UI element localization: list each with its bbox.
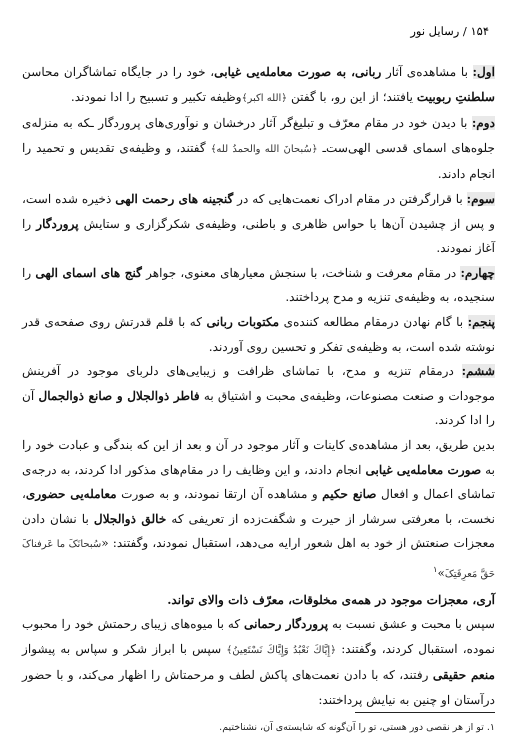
- para-label: اول:: [472, 65, 495, 79]
- paragraph-2: دوم: با دیدن خود در مقام معرّف و تبلیغ‌گر آثار درخشان و نوآوری‌های پروردگار ـکه به منزله‌ی جلوه‌های اسمای قدسی الهی‌ست‌ـ ﴿سُبحانَ الله والحمدُ لله﴾ گفتند، و وظیفه‌ی تقدیس و تحمید را انجام دادند.: [22, 116, 495, 182]
- para-label: چهارم:: [460, 265, 495, 280]
- arabic-quote: سُبحانَکَ ما عَرفناکَ حَقَّ مَعرِفَتِکَ: [22, 539, 495, 580]
- quran-quote: ﴿سُبحانَ الله والحمدُ لله﴾: [210, 143, 318, 155]
- paragraph-6: ششم: درمقام تنزیه و مدح، با تماشای ظرافت و زیبایی‌های دلربای موجود در آفرینش موجودات و صنعت مصنوعات، وظیفه‌ی محبت و اشتیاق به فاطر ذوالجلال و صانع ذوالجمال آن را ادا کردند.: [22, 364, 495, 428]
- body-text: [22, 60, 495, 712]
- footnote-rule: [355, 712, 495, 713]
- paragraph-5: پنجم: با گام نهادن درمقام مطالعه کننده‌ی مکتوبات ربانی که با قلم قدرتش روی صفحه‌ی قدر نوشته شده است، به وظیفه‌ی تفکر و تحسین روی آوردند.: [22, 314, 495, 354]
- paragraph-9: سپس با محبت و عشق نسبت به پروردگار رحمانی که با میوه‌های زیبای رحمتش خود را محبوب نموده، استقبال کردند، وگفتند: ﴿إِيَّاكَ نَعْبُدُ وَإِيَّاكَ نَسْتَعِينُ﴾ سپس با ابراز شکر و سپاس به پیشواز منعم حقیقی رفتند، که با دادن نعمت‌های پاکش لطف و مرحمتاش را اظهار می‌کند، و با حضور درآستان او چنین به نیایش پرداختند:: [22, 617, 496, 707]
- para-label: دوم:: [471, 116, 495, 131]
- paragraph-3: سوم: با قرارگرفتن در مقام ادراک نعمت‌هایی که در گنجینه های رحمت الهی ذخیره شده است، و پس از چشیدن آن‌ها با حواس ظاهری و باطنی، وظیفه‌ی شکرگزاری و ستایش پروردگار را آغاز نمودند.: [22, 191, 495, 256]
- para-label: سوم:: [466, 191, 495, 206]
- paragraph-1: اول: با مشاهده‌ی آثار ربانی، به صورت معامله‌یی غیابی، خود را در جایگاه تماشاگران محاسن سلطنتِ ربوبیت یافتند؛ از این رو، با گفتن ﴿الله اکبر﴾وظیفه تکبیر و تسبیح را ادا نمودند.: [22, 65, 495, 104]
- para-label: پنجم:: [467, 314, 495, 329]
- footnote: ۱. تو از هر نقصی دور هستی، تو را آن‌گونه که شایسته‌ی آن، نشناختیم.: [219, 722, 495, 733]
- paragraph-7: بدین طریق، بعد از مشاهده‌ی کاینات و آثار موجود در آن و بعد از این که بندگی و عبادت خود را به صورت معامله‌یی غیابی انجام دادند، و این وظایف را در مقام‌های مذکور ادا کردند، به درجه‌ی تماشای اعمال و افعال صانع حکیم و مشاهده آن ارتقا نمودند، و به صورت معامله‌یی حضوری، نخست، با معرفتی سرشار از حیرت و شگفت‌زده از تعریفی که خالق ذوالجلال با نشان دادن معجزات صنعتش از خود به اهل شعور ارایه می‌دهد، استقبال نمودند، وگفتند: «سُبحانَکَ ما عَرفناکَ حَقَّ مَعرِفَتِکَ»$^۱$: [22, 437, 496, 580]
- footnote-marker: ۱: [433, 564, 438, 574]
- quran-quote: ﴿إِيَّاكَ نَعْبُدُ وَإِيَّاكَ نَسْتَعِينُ﴾: [226, 644, 337, 656]
- para-label: ششم:: [461, 364, 495, 379]
- page-header: ۱۵۴ / رسایل نور: [410, 24, 489, 38]
- quran-quote: ﴿الله اکبر﴾: [241, 92, 288, 104]
- paragraph-8: آری، معجزات موجود در همه‌ی مخلوقات، معرّف ذات والای تواند.: [167, 592, 495, 607]
- paragraph-4: چهارم: در مقام معرفت و شناخت، با سنجش معیارهای معنوی، جواهر گنج های اسمای الهی را سنجیده، به وظیفه‌ی تنزیه و مدح پرداختند.: [22, 265, 495, 305]
